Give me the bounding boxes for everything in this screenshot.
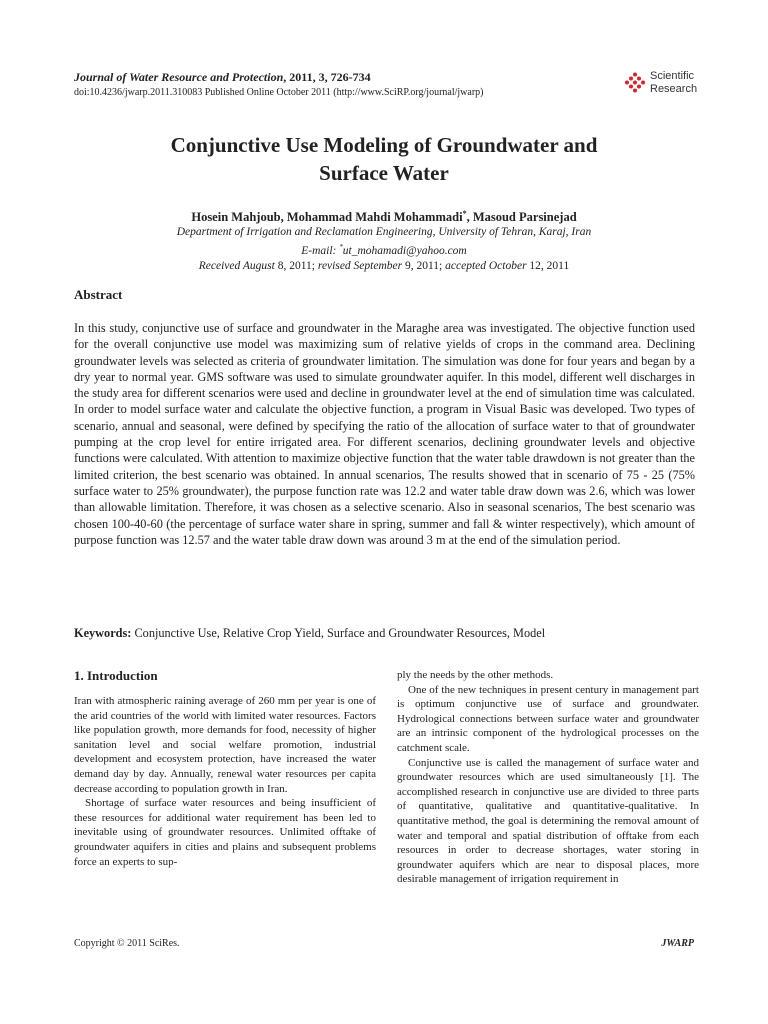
intro-heading: 1. Introduction: [74, 668, 158, 683]
intro-paragraph-4: Conjunctive use is called the management of surface water and groundwater resources which are used simultaneously [1]. The accomplished research in conjunctive use are divided to three parts of quantitative, qualitative and quantitative-qualitative. In quantitative method, the goal is determining the removal amount of water and temporal and spatial distribution of offtake from each resources in order to decrease shortages, water storing in groundwater aquifers which are near to disposal places, more desirable management of irrigation requirement in: [397, 756, 699, 886]
authors-part-1: Hosein Mahjoub, Mohammad Mahdi Mohammadi: [191, 210, 463, 225]
accepted-label: accepted October: [445, 259, 527, 272]
revised-label: revised September: [317, 259, 403, 272]
logo-text-scientific: Scientific: [650, 70, 695, 82]
column-left: [74, 668, 376, 869]
received-label: Received August: [198, 259, 275, 272]
abstract-heading: Abstract: [74, 287, 123, 302]
affiliation-block: [74, 225, 694, 274]
keywords-text: Conjunctive Use, Relative Crop Yield, Surface and Groundwater Resources, Model: [131, 626, 546, 640]
intro-paragraph-2-cont: ply the needs by the other methods.: [397, 669, 554, 681]
logo-text: [650, 70, 697, 96]
title-line-2: Surface Water: [319, 161, 449, 185]
author-list: [74, 209, 694, 225]
title-line-1: Conjunctive Use Modeling of Groundwater and: [170, 133, 598, 157]
journal-abbreviation: JWARP: [661, 938, 694, 949]
intro-paragraph-3: One of the new techniques in present century in management part is optimum conjunctive use of surface and groundwater. Hydrological connections between surface water and groundwater are an intrinsic component of the hydrological processes on the catchment scale.: [397, 683, 699, 754]
revised-date: 9, 2011;: [402, 259, 446, 272]
column-right: [397, 668, 699, 887]
accepted-date: 12, 2011: [526, 259, 570, 272]
logo-text-research: Research: [650, 83, 698, 95]
corresponding-mark: *: [462, 209, 467, 218]
publisher-logo: [624, 70, 704, 100]
email-line: [74, 240, 694, 259]
journal-name: Journal of Water Resource and Protection: [74, 70, 284, 84]
copyright-notice: Copyright © 2011 SciRes.: [74, 938, 180, 949]
journal-citation: [74, 70, 634, 84]
keywords-label: Keywords:: [74, 626, 132, 640]
journal-volume-info: , 2011, 3, 726-734: [283, 70, 371, 84]
received-date: 8, 2011;: [274, 259, 318, 272]
intro-paragraph-2: Shortage of surface water resources and being insufficient of these resources for additional water requirement has been led to inevitable using of groundwater resources. Unlimited offtake of groundwater aquifers in cities and plains and subsequent problems force an experts to sup-: [74, 797, 376, 868]
email-address[interactable]: ut_mohamadi@yahoo.com: [342, 244, 467, 257]
authors-part-2: , Masoud Parsinejad: [466, 210, 577, 225]
doi-line: doi:10.4236/jwarp.2011.310083 Published Online October 2011 (http://www.SciRP.org/journal/jwarp): [74, 87, 484, 98]
scirp-logo-icon: [624, 72, 646, 94]
email-label: E-mail:: [301, 244, 340, 257]
email-mark: *: [339, 243, 343, 251]
intro-paragraph-1: Iran with atmospheric raining average of 260 mm per year is one of the arid countries of the world with limited water resources. Factors like population growth, more demands for food, necessity of higher sanitation level and social welfare promotion, industrial development and ecosystem protection, have increased the water demand day by day. Annually, renewal water resources per capita decrease according to population growth in Iran.: [74, 695, 376, 795]
journal-header: [74, 70, 634, 99]
affiliation: Department of Irrigation and Reclamation Engineering, University of Tehran, Karaj, Iran: [176, 226, 592, 238]
abstract-text: In this study, conjunctive use of surface and groundwater in the Maraghe area was investigated. The objective function used for the overall conjunctive use model was maximizing sum of relative yields of crops in the command area. Declining groundwater levels was selected as criteria of groundwater limitation. The simulation was done for four years and began by a dry year to normal year. GMS software was used to simulate groundwater aquifer. In this model, different well discharges in the study area for different scenarios were used and decline in groundwater level at the end of simulation time was calculated. In order to model surface water and calculate the objective function, a program in Visual Basic was developed. Two types of scenario, annual and seasonal, were defined by specifying the ratio of the allocation of surface water to that of groundwater pumping at the crop level for entire irrigated area. For different scenarios, declining groundwater levels and objective functions were calculated. With attention to maximize objective function that the water table drawdown is not greater than the limited criterion, the best scenario was obtained. In annual scenarios, The results showed that in scenario of 75 - 25 (75% surface water to 25% groundwater), the purpose function rate was 12.2 and water table draw down was 2.6, which was lower than allowable limitation. Therefore, it was chosen as a selective scenario. Also in seasonal scenarios, The best scenario was chosen 100-40-60 (the percentage of surface water share in spring, summer and fall & winter respectively), which amount of purpose function was 12.57 and the water table draw down was around 3 m at the end of the simulation period.: [74, 321, 695, 547]
paper-title: [74, 131, 694, 187]
keywords-line: [74, 626, 695, 641]
dates-line: [74, 259, 694, 274]
